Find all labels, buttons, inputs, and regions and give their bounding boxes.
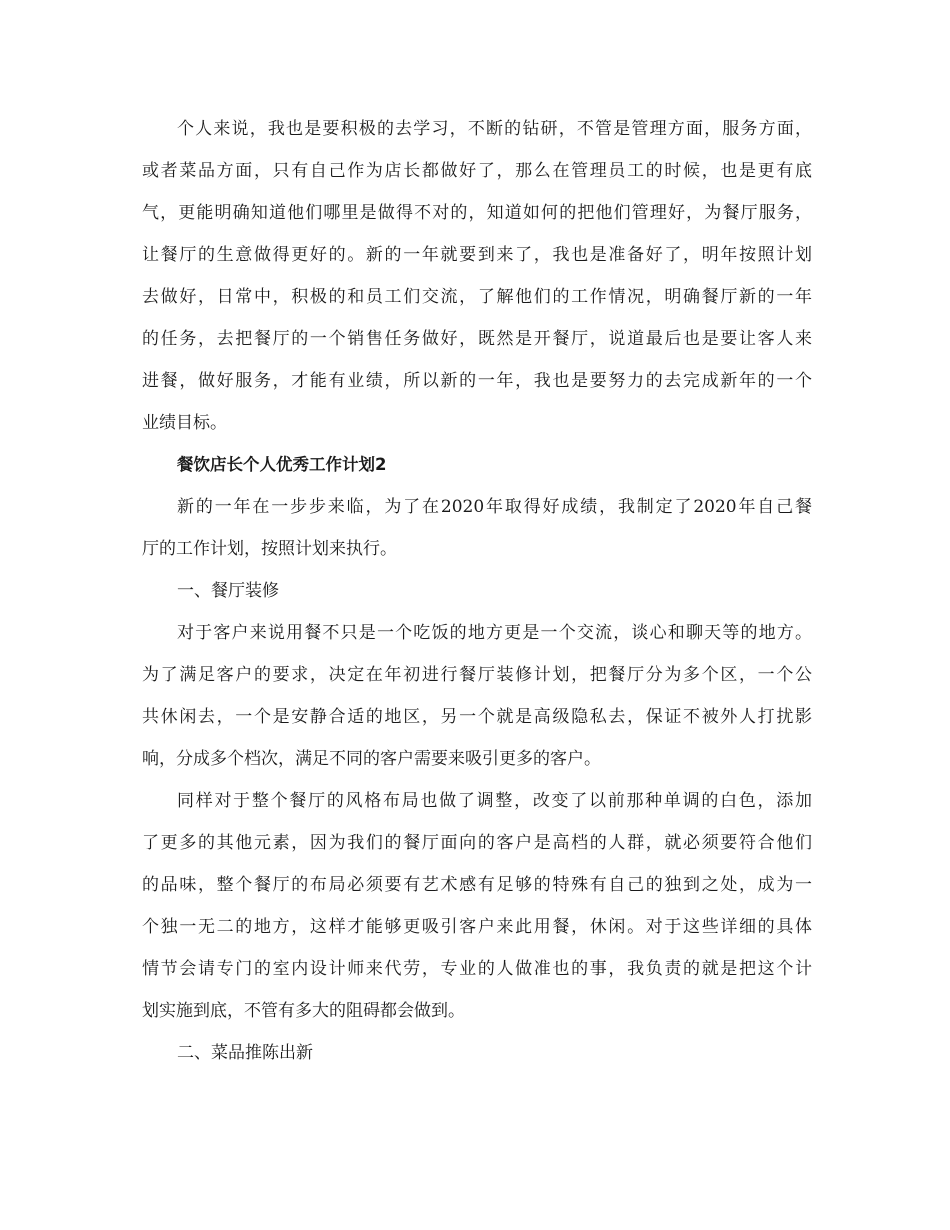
paragraph-line: 让餐厅的生意做得更好的。新的一年就要到来了，我也是准备好了，明年按照计划 (142, 245, 812, 265)
paragraph-line: 的品味，整个餐厅的布局必须要有艺术感有足够的特殊有自己的独到之处，成为一 (142, 875, 812, 895)
paragraph-line: 或者菜品方面，只有自己作为店长都做好了，那么在管理员工的时候，也是更有底 (142, 161, 812, 181)
document-page (142, 108, 812, 1074)
subheading: 二、菜品推陈出新 (177, 1043, 313, 1063)
paragraph-line: 个人来说，我也是要积极的去学习，不断的钻研，不管是管理方面，服务方面， (177, 119, 812, 139)
paragraph-line: 响，分成多个档次，满足不同的客户需要来吸引更多的客户。 (142, 749, 601, 769)
paragraph-line: 个独一无二的地方，这样才能够更吸引客户来此用餐，休闲。对于这些详细的具体 (142, 917, 812, 937)
paragraph-line: 划实施到底，不管有多大的阻碍都会做到。 (142, 1001, 465, 1021)
paragraph-line: 业绩目标。 (142, 413, 227, 433)
paragraph-line: 进餐，做好服务，才能有业绩，所以新的一年，我也是要努力的去完成新年的一个 (142, 371, 812, 391)
paragraph-line: 的任务，去把餐厅的一个销售任务做好，既然是开餐厅，说道最后也是要让客人来 (142, 329, 812, 349)
paragraph-line: 对于客户来说用餐不只是一个吃饭的地方更是一个交流，谈心和聊天等的地方。 (177, 623, 812, 643)
paragraph-line: 了更多的其他元素，因为我们的餐厅面向的客户是高档的人群，就必须要符合他们 (142, 833, 812, 853)
subheading: 一、餐厅装修 (177, 581, 279, 601)
paragraph-line: 情节会请专门的室内设计师来代劳，专业的人做准也的事，我负责的就是把这个计 (142, 959, 812, 979)
paragraph-line: 气，更能明确知道他们哪里是做得不对的，知道如何的把他们管理好，为餐厅服务， (142, 203, 812, 223)
paragraph-line: 为了满足客户的要求，决定在年初进行餐厅装修计划，把餐厅分为多个区，一个公 (142, 665, 812, 685)
paragraph-line: 新的一年在一步步来临，为了在2020年取得好成绩，我制定了2020年自己餐 (177, 497, 812, 517)
paragraph-line: 同样对于整个餐厅的风格布局也做了调整，改变了以前那种单调的白色，添加 (177, 791, 812, 811)
paragraph-line: 厅的工作计划，按照计划来执行。 (142, 539, 397, 559)
paragraph-line: 去做好，日常中，积极的和员工们交流，了解他们的工作情况，明确餐厅新的一年 (142, 287, 812, 307)
section-title: 餐饮店长个人优秀工作计划2 (177, 455, 387, 474)
paragraph-line: 共休闲去，一个是安静合适的地区，另一个就是高级隐私去，保证不被外人打扰影 (142, 707, 812, 727)
